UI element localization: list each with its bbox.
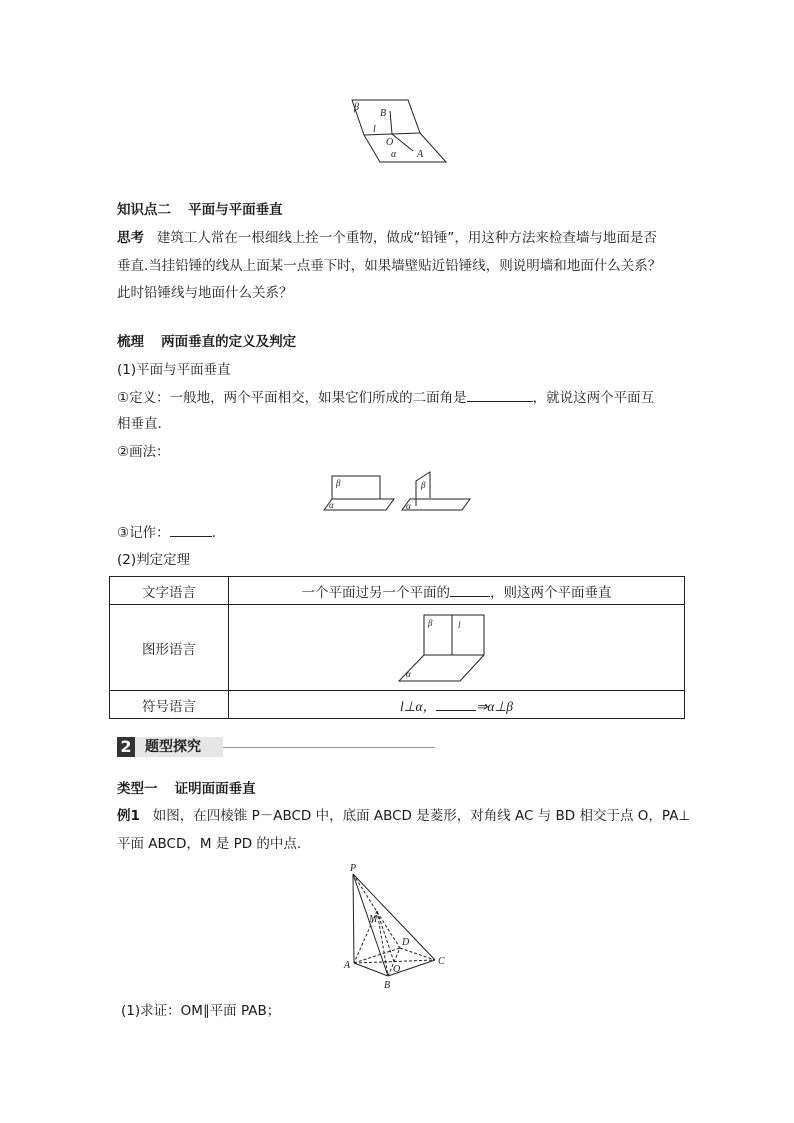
example-1-line-2: 平面 ABCD，M 是 PD 的中点.	[117, 836, 302, 852]
think-line-3: 此时铅锤线与地面什么关系？	[117, 285, 293, 301]
row-symbol-pre: l⊥α，	[400, 698, 437, 714]
plane-alpha-right	[402, 499, 470, 510]
row-symbol-content	[229, 691, 685, 719]
example-1-line-1	[117, 806, 690, 826]
definition-post: ，就说这两个平面互	[532, 390, 655, 406]
label-B: B	[380, 108, 387, 119]
notation-post: .	[211, 525, 216, 541]
pyramid-figure	[340, 860, 450, 992]
row-symbol-blank[interactable]	[436, 696, 476, 711]
row-figure-label: 图形语言	[110, 605, 229, 691]
label-B: B	[384, 980, 391, 991]
table-row-text	[110, 577, 685, 605]
definition-line-1	[117, 387, 654, 408]
label-beta: β	[354, 102, 359, 113]
right-label-alpha: α	[406, 501, 411, 511]
judgement-figure	[397, 611, 517, 685]
definition-line-2: 相垂直.	[117, 416, 162, 432]
row-text-blank[interactable]	[450, 582, 490, 597]
sort-title: 两面垂直的定义及判定	[161, 334, 297, 350]
kp2-title: 平面与平面垂直	[188, 202, 283, 218]
think-line-2: 垂直.当挂铅锤的线从上面某一点垂下时，如果墙壁贴近铅锤线，则说明墙和地面什么关系？	[117, 258, 662, 274]
label-A: A	[417, 149, 424, 160]
sort-label: 梳理	[117, 334, 144, 350]
row-symbol-post: ⇒α⊥β	[476, 698, 513, 714]
type-1-heading	[117, 779, 256, 799]
sort-heading	[117, 332, 296, 352]
line-OB	[390, 111, 392, 134]
notation-line	[117, 522, 216, 543]
notation-pre: ③记作：	[117, 525, 170, 541]
judgement-plane-beta	[424, 615, 484, 655]
think-label: 思考	[117, 230, 144, 246]
left-label-alpha: α	[329, 500, 334, 510]
drawing-method: ②画法：	[117, 444, 170, 460]
label-D: D	[402, 937, 410, 948]
right-label-beta: β	[421, 480, 426, 490]
edge-PC	[353, 874, 435, 960]
ex1-label: 例1	[117, 808, 140, 824]
label-l: l	[373, 124, 376, 135]
table-row-symbol	[110, 691, 685, 719]
row-figure-content	[229, 605, 685, 691]
section-rule	[223, 747, 435, 748]
type1-title: 证明面面垂直	[174, 781, 256, 797]
label-A: A	[344, 960, 351, 971]
edge-AB	[354, 963, 388, 976]
item-1: (1)平面与平面垂直	[117, 362, 231, 378]
row-text-pre: 一个平面过另一个平面的	[301, 584, 450, 601]
plane-alpha-left	[324, 499, 394, 510]
row-symbol-label: 符号语言	[110, 691, 229, 719]
table-row-figure	[110, 605, 685, 691]
perpendicular-planes-figure	[320, 470, 475, 516]
section-number: 2	[117, 737, 135, 757]
label-O: O	[386, 137, 394, 148]
label-O: O	[393, 964, 401, 975]
knowledge-point-2	[117, 200, 283, 220]
left-label-beta: β	[336, 478, 341, 488]
judgement-label-beta: β	[427, 617, 432, 628]
think-line-1	[117, 228, 657, 248]
judgement-label-l: l	[457, 619, 461, 630]
dihedral-angle-figure	[340, 95, 455, 167]
question-1: (1)求证：OM∥平面 PAB；	[121, 1003, 281, 1019]
judgement-plane-alpha	[399, 655, 484, 681]
definition-pre: ①定义：一般地，两个平面相交，如果它们所成的二面角是	[117, 390, 467, 406]
ex1-text-1: 如图，在四棱锥 P－ABCD 中，底面 ABCD 是菱形，对角线 AC 与 BD 相交于点 O，PA⊥	[152, 808, 691, 824]
item-2: (2)判定定理	[117, 552, 191, 568]
notation-blank[interactable]	[170, 522, 212, 537]
judgement-label-alpha: α	[405, 668, 411, 679]
row-text-content	[229, 577, 685, 605]
type1-label: 类型一	[117, 781, 158, 797]
definition-blank[interactable]	[467, 387, 533, 402]
label-C: C	[438, 956, 445, 967]
label-alpha: α	[391, 149, 397, 160]
edge-PA	[353, 874, 354, 963]
kp2-label: 知识点二	[117, 202, 171, 218]
section-title: 题型探究	[135, 737, 223, 757]
think-text-1: 建筑工人常在一根细线上拴一个重物，做成“铅锤”，用这种方法来检查墙与地面是否	[156, 230, 657, 246]
row-text-label: 文字语言	[110, 577, 229, 605]
row-text-post: ，则这两个平面垂直	[490, 584, 612, 601]
label-P: P	[350, 863, 357, 874]
plane-alpha-outline	[364, 133, 446, 162]
label-M: M	[369, 914, 378, 925]
judgement-theorem-table	[109, 576, 685, 719]
